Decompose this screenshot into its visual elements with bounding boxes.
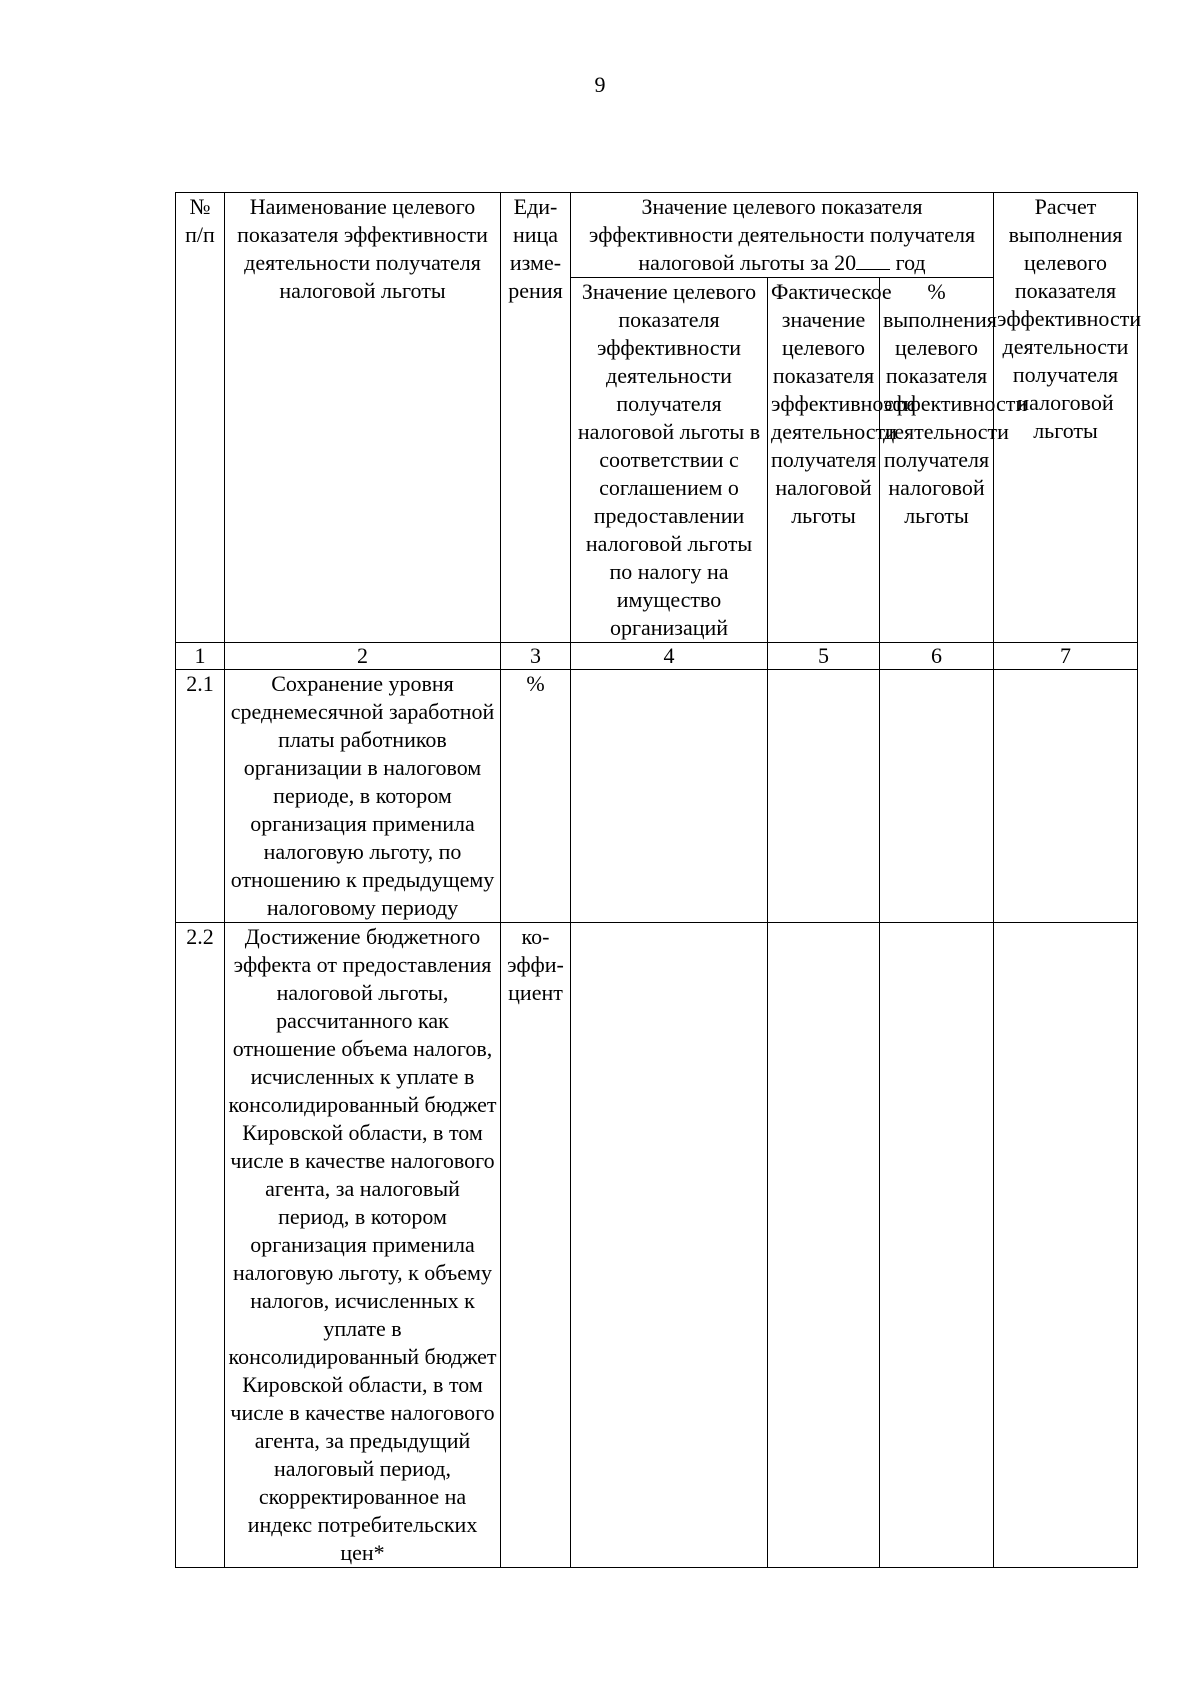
- row-calculation: [994, 923, 1138, 1568]
- row-unit: ко- эффи- циент: [501, 923, 571, 1568]
- row-actual-value: [768, 670, 880, 923]
- header-col-percent: % выполнения целевого показателя эффективности деятельности получателя налоговой льготы: [880, 278, 994, 643]
- column-number: 1: [176, 643, 225, 670]
- row-percent: [880, 923, 994, 1568]
- table-row: [176, 923, 1138, 1568]
- header-col-actual-value: Фактическое значение целевого показателя эффективности деятельности получателя налоговой льготы: [768, 278, 880, 643]
- row-percent: [880, 670, 994, 923]
- row-indicator-name: Сохранение уровня среднемесячной заработной платы работников организации в налоговом периоде, в котором организация применила налоговую льготу, по отношению к предыдущему налоговому периоду: [225, 670, 501, 923]
- indicator-table: [175, 192, 1142, 1568]
- table-row: [176, 670, 1138, 923]
- row-agreement-value: [571, 670, 768, 923]
- column-number-row: [176, 643, 1138, 670]
- column-number: 6: [880, 643, 994, 670]
- header-row-top: [176, 193, 1138, 278]
- row-indicator-name: Достижение бюджетного эффекта от предоставления налоговой льготы, рассчитанного как отношение объема налогов, исчисленных к уплате в консолидированный бюджет Кировской области, в том числе в качестве налогового агента, за налоговый период, в котором организация применила налоговую льготу, к объему налогов, исчисленных к уплате в консолидированный бюджет Кировской области, в том числе в качестве налогового агента, за предыдущий налоговый период, скорректированное на индекс потребительских цен*: [225, 923, 501, 1568]
- row-agreement-value: [571, 923, 768, 1568]
- row-actual-value: [768, 923, 880, 1568]
- header-group-value: Значение целевого показателя эффективности деятельности получателя налоговой льготы за 20 год: [571, 193, 994, 278]
- column-number: 2: [225, 643, 501, 670]
- header-col-unit: Еди- ница изме- рения: [501, 193, 571, 643]
- row-unit: %: [501, 670, 571, 923]
- row-number: 2.1: [176, 670, 225, 923]
- header-col-agreement-value: Значение целевого показателя эффективности деятельности получателя налоговой льготы в соответствии с соглашением о предоставлении налоговой льготы по налогу на имущество организаций: [571, 278, 768, 643]
- row-number: 2.2: [176, 923, 225, 1568]
- column-number: 3: [501, 643, 571, 670]
- header-col-name: Наименование целевого показателя эффективности деятельности получателя налоговой льготы: [225, 193, 501, 643]
- column-number: 4: [571, 643, 768, 670]
- row-calculation: [994, 670, 1138, 923]
- page-number: 9: [594, 72, 606, 97]
- header-col-calculation: Расчет выполнения целевого показателя эффективности деятельности получателя налоговой льготы: [994, 193, 1138, 643]
- header-col-number: № п/п: [176, 193, 225, 643]
- column-number: 7: [994, 643, 1138, 670]
- year-blank: [856, 249, 890, 270]
- column-number: 5: [768, 643, 880, 670]
